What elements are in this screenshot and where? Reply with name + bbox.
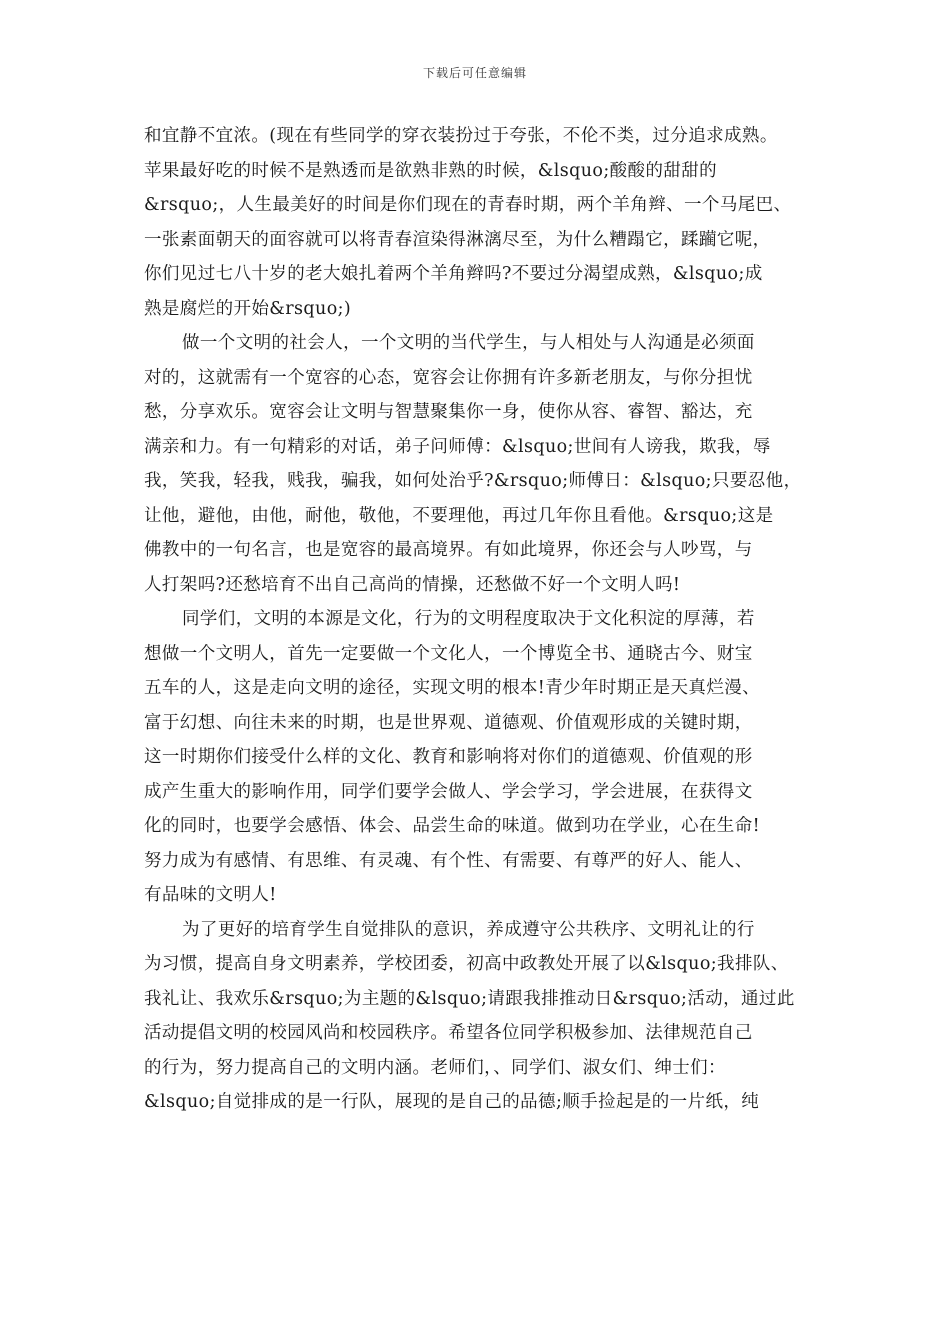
page-header: 下载后可任意编辑 <box>422 66 527 80</box>
text-line: &lsquo;自觉排成的是一行队，展现的是自己的品德;顺手捡起是的一片纸，纯 <box>144 1092 760 1112</box>
text-line: 化的同时，也要学会感悟、体会、品尝生命的味道。做到功在学业，心在生命! <box>144 816 761 836</box>
paragraph-first-line: 同学们，文明的本源是文化，行为的文明程度取决于文化积淀的厚薄，若 <box>182 609 755 629</box>
text-line: 你们见过七八十岁的老大娘扎着两个羊角辫吗?不要过分渴望成熟，&lsquo;成 <box>144 264 763 284</box>
text-line: 人打架吗?还愁培育不出自己高尚的情操，还愁做不好一个文明人吗! <box>144 574 681 595</box>
document-body <box>144 119 808 1120</box>
text-line: 想做一个文明人，首先一定要做一个文化人，一个博览全书、通晓古今、财宝 <box>144 643 753 664</box>
text-line: 五车的人，这是走向文明的途径，实现文明的根本!青少年时期正是天真烂漫、 <box>144 678 761 698</box>
text-line: 这一时期你们接受什么样的文化、教育和影响将对你们的道德观、价值观的形 <box>144 747 753 767</box>
text-line: 成产生重大的影响作用，同学们要学会做人、学会学习，学会进展，在获得文 <box>144 781 753 802</box>
text-line: 活动提倡文明的校园风尚和校园秩序。希望各位同学积极参加、法律规范自己 <box>144 1023 753 1043</box>
text-line: 苹果最好吃的时候不是熟透而是欲熟非熟的时候，&lsquo;酸酸的甜甜的 <box>144 160 718 181</box>
text-line: 满亲和力。有一句精彩的对话，弟子问师傅：&lsquo;世间有人谤我，欺我，辱 <box>144 436 771 457</box>
text-line: &rsquo;，人生最美好的时间是你们现在的青春时期，两个羊角辫、一个马尾巴、 <box>144 195 792 215</box>
text-line: 对的，这就需有一个宽容的心态，宽容会让你拥有许多新老朋友，与你分担忧 <box>144 367 753 388</box>
text-line: 让他，避他，由他，耐他，敬他，不要理他，再过几年你且看他。&rsquo;这是 <box>144 505 774 526</box>
text-line: 一张素面朝天的面容就可以将青春渲染得淋漓尽至，为什么糟蹋它，蹂躏它呢， <box>144 229 771 250</box>
text-line: 我礼让、我欢乐&rsquo;为主题的&lsquo;请跟我排推动日&rsquo;活动，通过此 <box>144 988 795 1009</box>
text-line: 为习惯，提高自身文明素养，学校团委，初高中政教处开展了以&lsquo;我排队、 <box>144 954 789 974</box>
text-line: 愁，分享欢乐。宽容会让文明与智慧聚集你一身，使你从容、睿智、豁达，充 <box>144 402 753 422</box>
text-line: 努力成为有感情、有思维、有灵魂、有个性、有需要、有尊严的好人、能人、 <box>144 850 753 871</box>
text-line: 我，笑我，轻我，贱我，骗我，如何处治乎?&rsquo;师傅日：&lsquo;只要忍他， <box>144 471 802 491</box>
text-line: 和宜静不宜浓。(现在有些同学的穿衣装扮过于夸张，不伦不类，过分追求成熟。 <box>144 126 778 146</box>
paragraph-first-line: 做一个文明的社会人，一个文明的当代学生，与人相处与人沟通是必须面 <box>182 333 755 353</box>
text-line: 的行为，努力提高自己的文明内涵。老师们，、同学们、淑女们、绅士们： <box>144 1057 726 1078</box>
text-line: 有品味的文明人! <box>144 885 277 905</box>
text-line: 熟是腐烂的开始&rsquo;) <box>144 298 352 319</box>
paragraph-first-line: 为了更好的培育学生自觉排队的意识，养成遵守公共秩序、文明礼让的行 <box>182 919 755 940</box>
text-line: 富于幻想、向往未来的时期，也是世界观、道德观、价值观形成的关键时期， <box>144 712 753 733</box>
text-line: 佛教中的一句名言，也是宽容的最高境界。有如此境界，你还会与人吵骂，与 <box>144 540 753 560</box>
